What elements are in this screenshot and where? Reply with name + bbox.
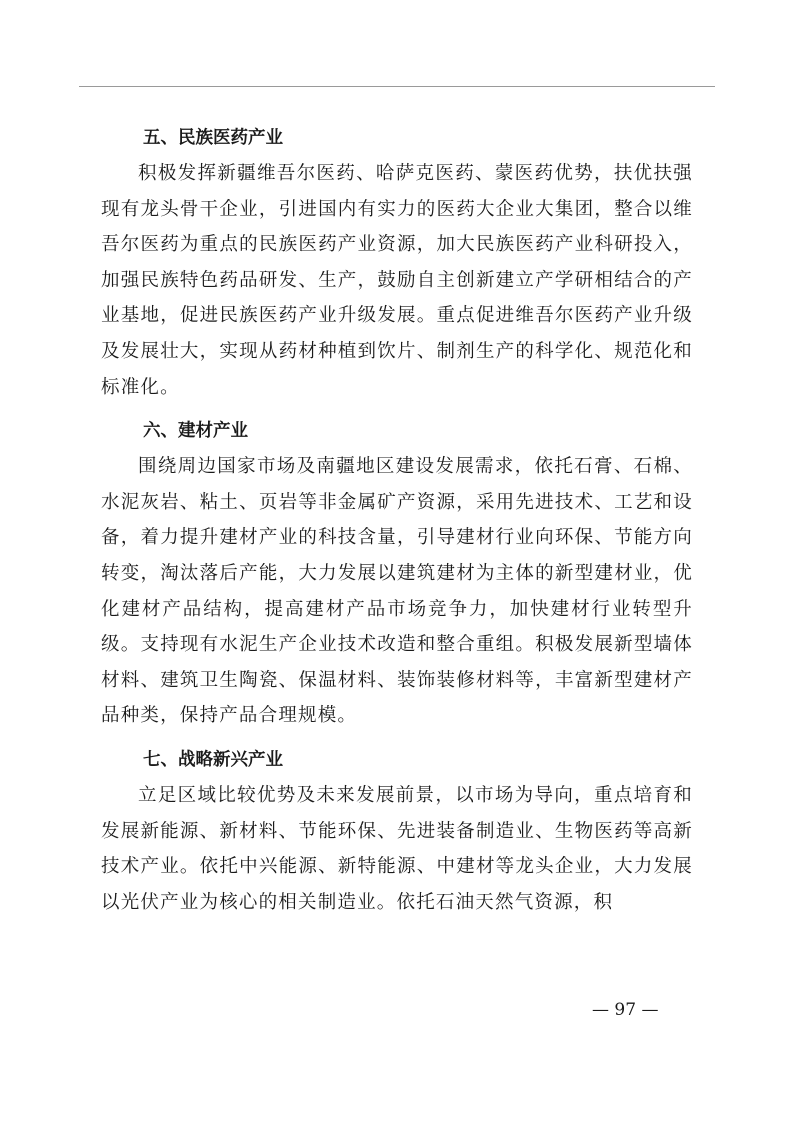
section-paragraph: 围绕周边国家市场及南疆地区建设发展需求，依托石膏、石棉、水泥灰岩、粘土、页岩等非金属矿产资源，采用先进技术、工艺和设备，着力提升建材产业的科技含量，引导建材行业向环保、节能方向转变，淘汰落后产能，大力发展以建筑建材为主体的新型建材业，优化建材产品结构，提高建材产品市场竞争力，加快建材行业转型升级。支持现有水泥生产企业技术改造和整合重组。积极发展新型墙体材料、建筑卫生陶瓷、保温材料、装饰装修材料等，丰富新型建材产品种类，保持产品合理规模。 [101, 456, 693, 727]
section-ethnic-medicine [101, 120, 693, 405]
header-rule [79, 86, 715, 87]
section-building-materials [101, 413, 693, 734]
section-heading: 五、民族医药产业 [143, 128, 283, 148]
section-heading: 七、战略新兴产业 [143, 749, 283, 770]
document-body [101, 120, 693, 928]
section-strategic-emerging [101, 742, 693, 920]
section-heading: 六、建材产业 [143, 421, 248, 442]
section-paragraph: 立足区域比较优势及未来发展前景，以市场为导向，重点培育和发展新能源、新材料、节能环保、先进装备制造业、生物医药等高新技术产业。依托中兴能源、新特能源、中建材等龙头企业，大力发展以光伏产业为核心的相关制造业。依托石油天然气资源，积 [101, 784, 693, 913]
page-number: — 97 — [592, 1000, 659, 1020]
section-paragraph: 积极发挥新疆维吾尔医药、哈萨克医药、蒙医药优势，扶优扶强现有龙头骨干企业，引进国内有实力的医药大企业大集团，整合以维吾尔医药为重点的民族医药产业资源，加大民族医药产业科研投入，加强民族特色药品研发、生产，鼓励自主创新建立产学研相结合的产业基地，促进民族医药产业升级发展。重点促进维吾尔医药产业升级及发展壮大，实现从药材种植到饮片、制剂生产的科学化、规范化和标准化。 [101, 163, 693, 398]
